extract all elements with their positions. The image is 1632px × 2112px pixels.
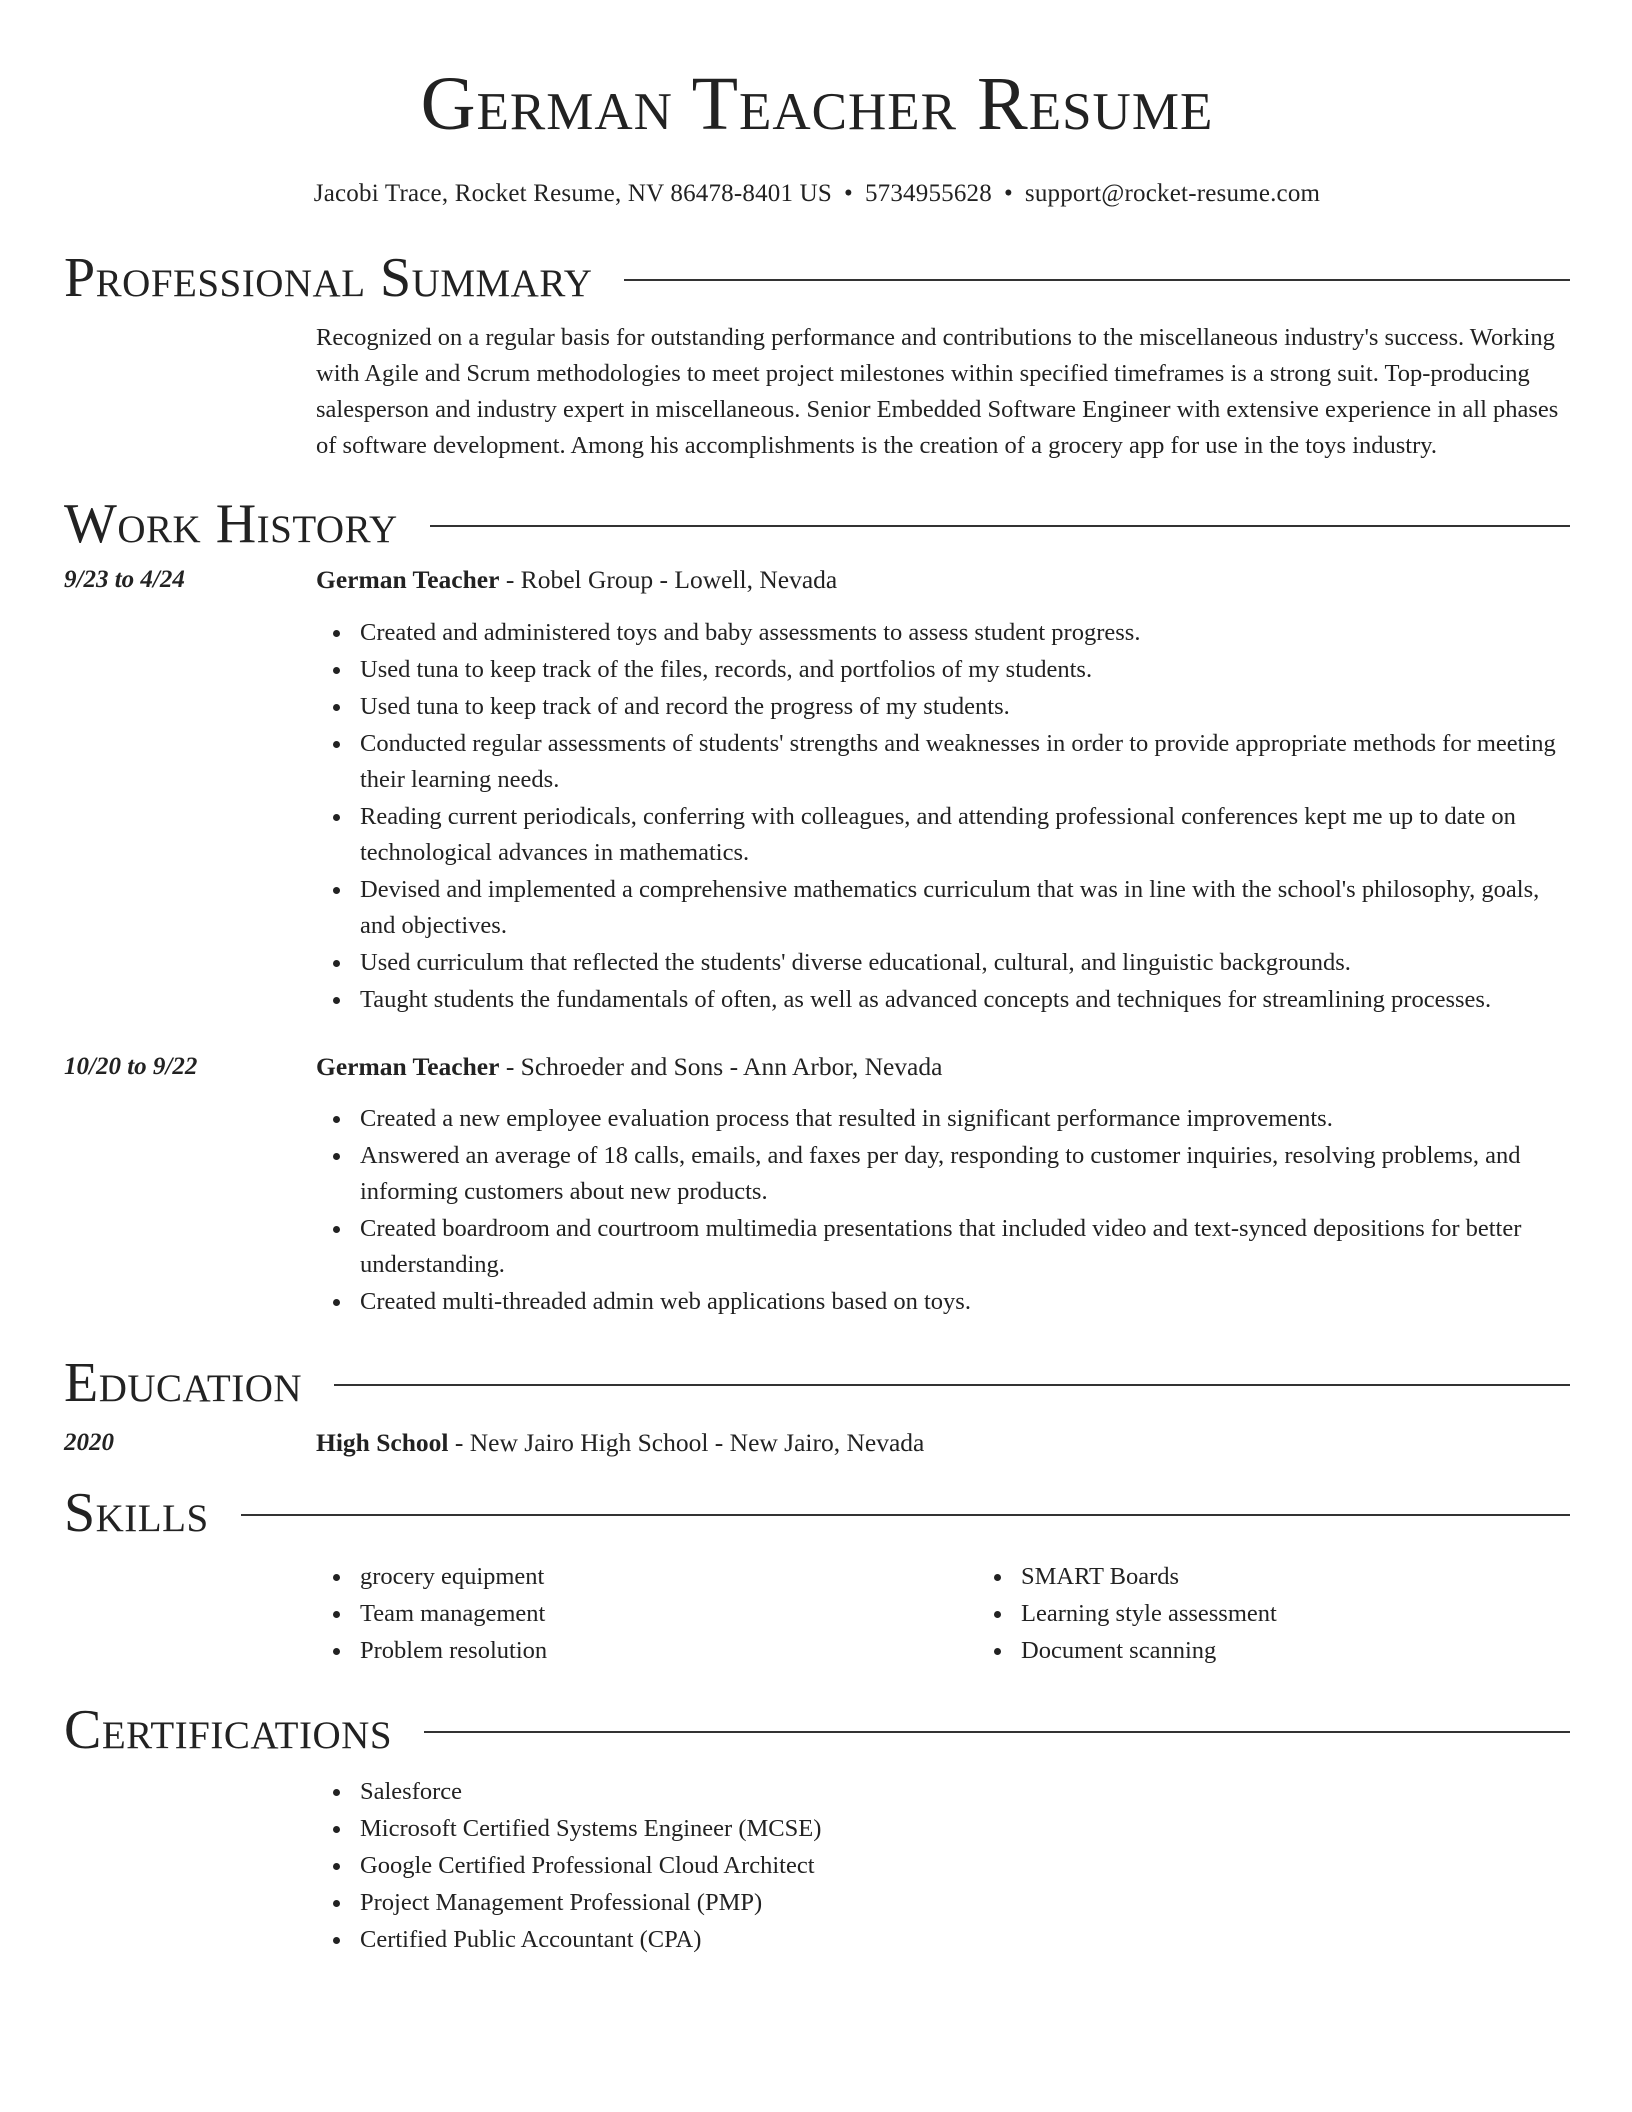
list-item: Used tuna to keep track of the files, records, and portfolios of my students. [360, 652, 1570, 688]
skills-grid [316, 1559, 1632, 1670]
list-item: grocery equipment [360, 1559, 977, 1595]
education-section-header [64, 1349, 1570, 1417]
job-entry [64, 562, 1570, 1019]
certifications-section-header [64, 1696, 1570, 1764]
education-degree: High School [316, 1428, 449, 1457]
list-item: Project Management Professional (PMP) [360, 1885, 1570, 1921]
list-item: Created a new employee evaluation process that resulted in significant performance improvements. [360, 1101, 1570, 1137]
resume-title: German Teacher Resume [420, 62, 1214, 146]
contact-address: Jacobi Trace, Rocket Resume, NV 86478-8401 US [313, 180, 832, 207]
job-details: - Schroeder and Sons - Ann Arbor, Nevada [499, 1052, 943, 1081]
list-item: Learning style assessment [1021, 1596, 1632, 1632]
education-heading: Education [64, 1352, 303, 1414]
list-item: Answered an average of 18 calls, emails, and faxes per day, responding to customer inquiries, resolving problems, and informing customers about new products. [360, 1138, 1570, 1210]
education-details: - New Jairo High School - New Jairo, Nevada [448, 1428, 925, 1457]
list-item: Used curriculum that reflected the students' diverse educational, cultural, and linguistic backgrounds. [360, 945, 1570, 981]
list-item: Document scanning [1021, 1633, 1632, 1669]
list-item: Microsoft Certified Systems Engineer (MCSE) [360, 1811, 1570, 1847]
list-item: Conducted regular assessments of students' strengths and weaknesses in order to provide appropriate methods for meeting their learning needs. [360, 726, 1570, 798]
education-line [316, 1425, 1570, 1461]
skills-heading: Skills [64, 1482, 209, 1544]
summary-text: Recognized on a regular basis for outstanding performance and contributions to the miscellaneous industry's success. Working with Agile and Scrum methodologies to meet project milestones within specified timeframes is a strong suit. Top-producing salesperson and industry expert in miscellaneous. Senior Embedded Software Engineer with extensive experience in all phases of software development. Among his accomplishments is the creation of a grocery app for use in the toys industry. [316, 324, 1559, 459]
summary-spacer [64, 320, 316, 464]
list-item: Created multi-threaded admin web applications based on toys. [360, 1284, 1570, 1320]
job-dates: 9/23 to 4/24 [64, 566, 185, 593]
job-body [316, 562, 1570, 1019]
certifications-spacer [64, 1774, 316, 1959]
job-bullets [316, 615, 1570, 1018]
contact-line [64, 178, 1570, 210]
contact-email: support@rocket-resume.com [1024, 180, 1321, 207]
job-bullets [316, 1101, 1570, 1320]
contact-separator: • [1003, 180, 1013, 207]
skills-list-left [316, 1559, 977, 1670]
skills-section-header [64, 1479, 1570, 1547]
list-item: Taught students the fundamentals of often, as well as advanced concepts and techniques for streamlining processes. [360, 982, 1570, 1018]
skills-spacer [64, 1559, 316, 1670]
contact-separator: • [844, 180, 853, 207]
skills-list-right [977, 1559, 1632, 1670]
education-year: 2020 [64, 1429, 114, 1456]
job-body [316, 1049, 1570, 1321]
list-item: Google Certified Professional Cloud Architect [360, 1848, 1570, 1884]
section-divider [424, 1731, 1570, 1733]
list-item: Used tuna to keep track of and record the progress of my students. [360, 689, 1570, 725]
certifications-body [316, 1774, 1570, 1959]
certifications-list [316, 1774, 1570, 1958]
section-divider [430, 525, 1570, 527]
list-item: Devised and implemented a comprehensive mathematics curriculum that was in line with the school's philosophy, goals, and objectives. [360, 872, 1570, 944]
list-item: Created boardroom and courtroom multimedia presentations that included video and text-synced depositions for better understanding. [360, 1211, 1570, 1283]
job-title: German Teacher [316, 1052, 500, 1081]
work-section-header [64, 490, 1570, 558]
job-title-line [316, 1049, 1570, 1085]
list-item: Team management [360, 1596, 977, 1632]
job-entry [64, 1049, 1570, 1321]
list-item: SMART Boards [1021, 1559, 1632, 1595]
education-entry [64, 1425, 1570, 1461]
certifications-row [64, 1774, 1570, 1959]
section-divider [334, 1384, 1570, 1386]
education-body [316, 1425, 1570, 1461]
summary-heading: Professional Summary [64, 247, 593, 309]
contact-phone: 5734955628 [864, 180, 992, 207]
summary-section-header [64, 244, 1570, 312]
resume-page [64, 0, 1570, 1959]
job-dates: 10/20 to 9/22 [64, 1053, 198, 1080]
section-divider [241, 1514, 1570, 1516]
skills-row [64, 1559, 1570, 1670]
summary-row [64, 320, 1570, 464]
work-heading: Work History [64, 493, 398, 555]
list-item: Salesforce [360, 1774, 1570, 1810]
list-item: Reading current periodicals, conferring with colleagues, and attending professional conferences kept me up to date on technological advances in mathematics. [360, 799, 1570, 871]
job-title: German Teacher [316, 565, 500, 594]
list-item: Created and administered toys and baby assessments to assess student progress. [360, 615, 1570, 651]
list-item: Problem resolution [360, 1633, 977, 1669]
section-divider [624, 279, 1570, 281]
job-details: - Robel Group - Lowell, Nevada [499, 565, 838, 594]
job-title-line [316, 562, 1570, 598]
certifications-heading: Certifications [64, 1699, 393, 1761]
list-item: Certified Public Accountant (CPA) [360, 1922, 1570, 1958]
